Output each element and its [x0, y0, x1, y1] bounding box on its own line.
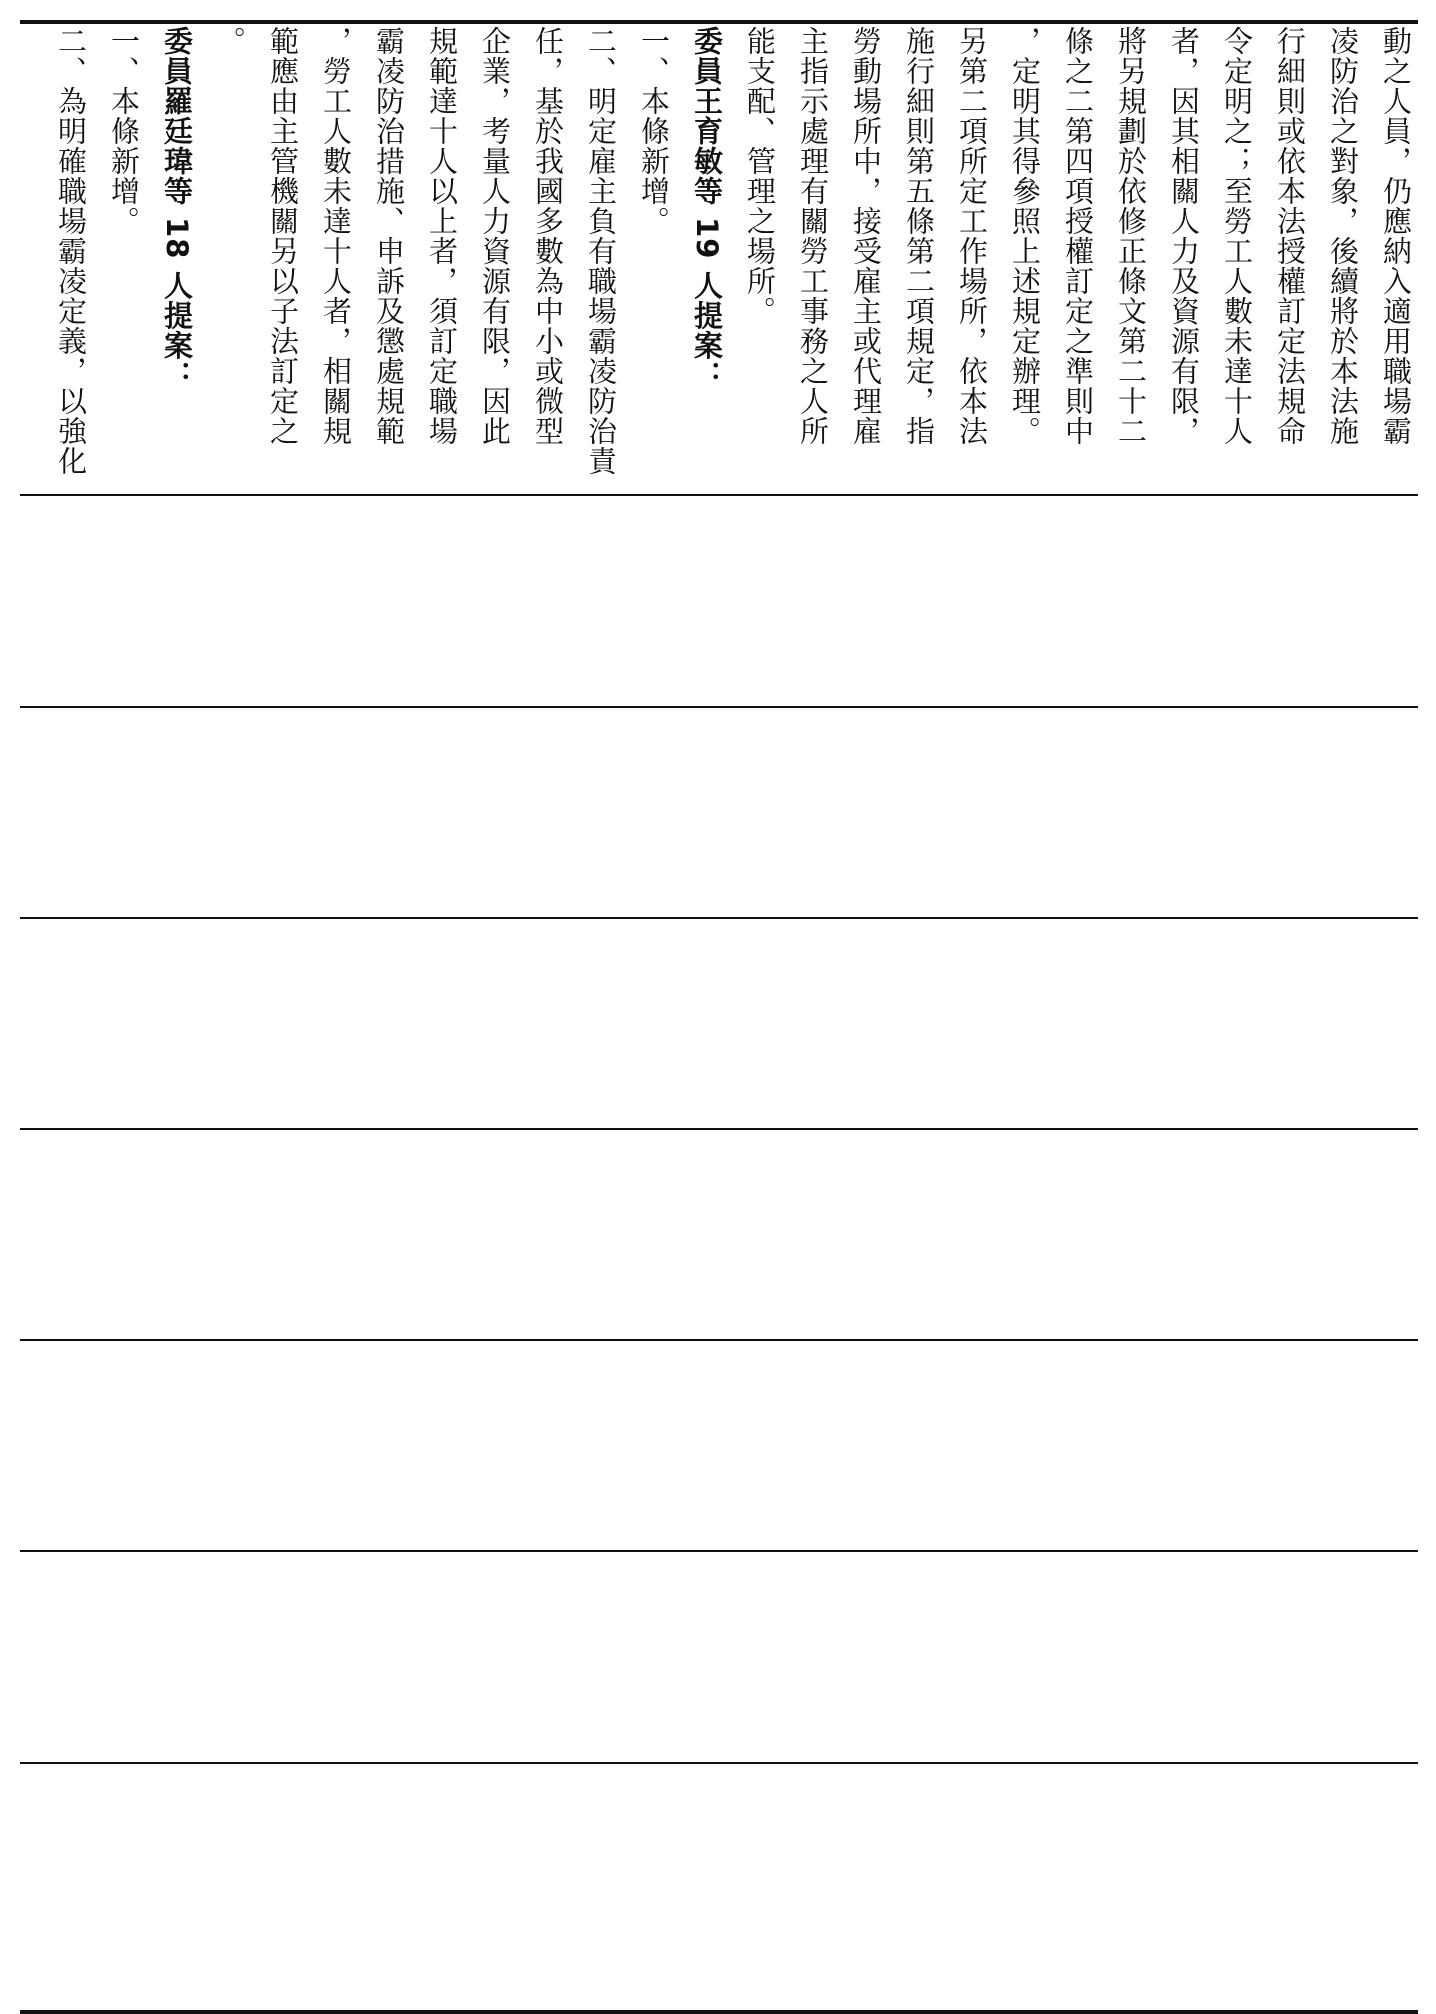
text-line: 任，基於我國多數為中小或微型 [531, 26, 565, 446]
text-line: 凌防治之對象，後續將於本法施 [1326, 26, 1360, 446]
table-bottom-border [20, 2010, 1418, 2014]
text-line: 者，因其相關人力及資源有限， [1167, 26, 1201, 446]
row-divider [20, 1339, 1418, 1341]
text-line: 一、本條新增。 [637, 26, 671, 236]
text-line: 範應由主管機關另以子法訂定之 [266, 26, 300, 446]
text-line: 施行細則第五條第二項規定，指 [902, 26, 936, 446]
text-line: 一、本條新增。 [107, 26, 141, 236]
text-line: 企業，考量人力資源有限，因此 [478, 26, 512, 446]
row-divider [20, 1550, 1418, 1552]
row-divider [20, 917, 1418, 919]
text-line: 行細則或依本法授權訂定法規命 [1273, 26, 1307, 446]
row-divider [20, 1128, 1418, 1130]
table-top-border [20, 20, 1418, 24]
explanation-cell [22, 26, 1416, 494]
text-line: 動之人員，仍應納入適用職場霸 [1379, 26, 1413, 446]
text-columns [38, 26, 1416, 494]
text-line: 二、為明確職場霸凌定義，以強化 [54, 26, 88, 476]
row-divider [20, 706, 1418, 708]
text-line: 將另規劃於依修正條文第二十二 [1114, 26, 1148, 446]
text-line: 能支配、管理之場所。 [743, 26, 777, 326]
text-line: ，定明其得參照上述規定辦理。 [1008, 26, 1042, 446]
proposal-heading: 委員羅廷瑋等 18 人提案： [160, 26, 194, 391]
text-line: ，勞工人數未達十人者，相關規 [319, 26, 353, 446]
text-line: 令定明之；至勞工人數未達十人 [1220, 26, 1254, 446]
text-line: 勞動場所中，接受雇主或代理雇 [849, 26, 883, 446]
text-line: 規範達十人以上者，須訂定職場 [425, 26, 459, 446]
row-divider [20, 494, 1418, 496]
text-line: 主指示處理有關勞工事務之人所 [796, 26, 830, 446]
proposal-heading: 委員王育敏等 19 人提案： [690, 26, 724, 391]
text-line: 條之二第四項授權訂定之準則中 [1061, 26, 1095, 446]
text-line: 二、明定雇主負有職場霸凌防治責 [584, 26, 618, 476]
row-divider [20, 1762, 1418, 1764]
text-line: 霸凌防治措施、申訴及懲處規範 [372, 26, 406, 446]
text-line: 。 [213, 26, 247, 56]
text-line: 另第二項所定工作場所，依本法 [955, 26, 989, 446]
